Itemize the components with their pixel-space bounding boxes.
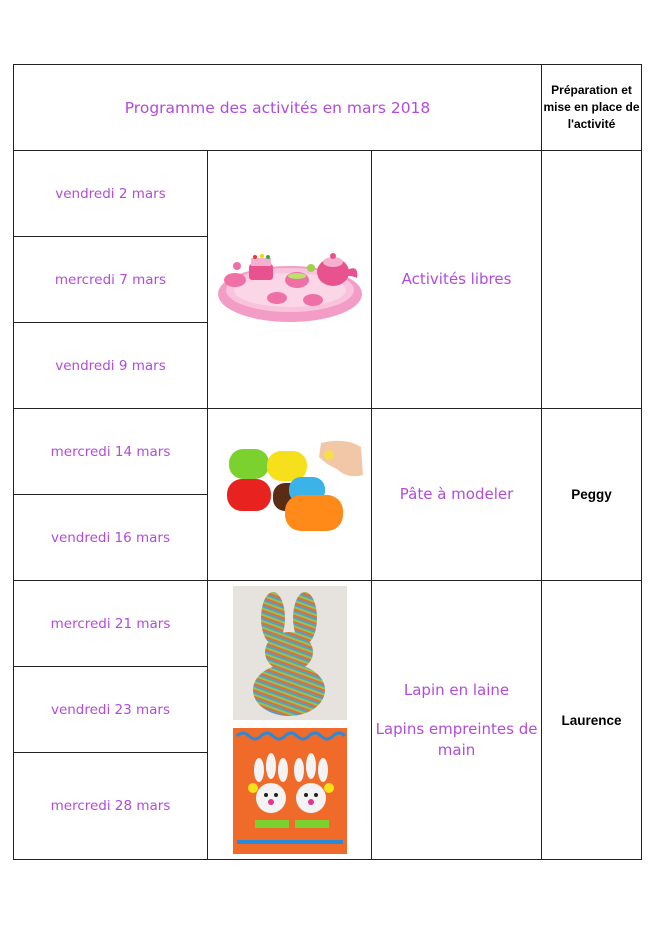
date-cell: mercredi 28 mars [14, 753, 208, 860]
date-cell: vendredi 2 mars [14, 151, 208, 237]
table-row [14, 581, 642, 667]
prep-header-line: l'activité [567, 117, 616, 131]
person-cell [542, 151, 642, 409]
table-row [14, 151, 642, 237]
date-cell: vendredi 16 mars [14, 495, 208, 581]
activity-cell: Activités libres [372, 151, 542, 409]
activity-program-table [13, 64, 642, 860]
person-cell: Peggy [542, 409, 642, 581]
activity-cell: Pâte à modeler [372, 409, 542, 581]
activity-cell [372, 581, 542, 860]
toy-tea-set-icon [215, 232, 365, 327]
activity-image-cell [208, 409, 372, 581]
program-title: Programme des activités en mars 2018 [14, 65, 542, 151]
date-cell: mercredi 7 mars [14, 237, 208, 323]
activity-image-cell [208, 151, 372, 409]
date-cell: vendredi 23 mars [14, 667, 208, 753]
preparation-header [542, 65, 642, 151]
prep-header-line: mise en place de [543, 100, 640, 114]
activity-line: Lapins empreintes de [375, 719, 538, 738]
date-cell: mercredi 21 mars [14, 581, 208, 667]
activity-line: main [437, 740, 476, 759]
prep-header-line: Préparation et [551, 83, 632, 97]
modeling-clay-icon [215, 439, 365, 551]
activity-image-cell [208, 581, 372, 860]
person-cell: Laurence [542, 581, 642, 860]
activity-line: Lapin en laine [403, 680, 510, 699]
date-cell: mercredi 14 mars [14, 409, 208, 495]
header-row [14, 65, 642, 151]
date-cell: vendredi 9 mars [14, 323, 208, 409]
yarn-bunny-icon [233, 586, 347, 720]
handprint-bunnies-icon [233, 728, 347, 854]
table-row [14, 409, 642, 495]
